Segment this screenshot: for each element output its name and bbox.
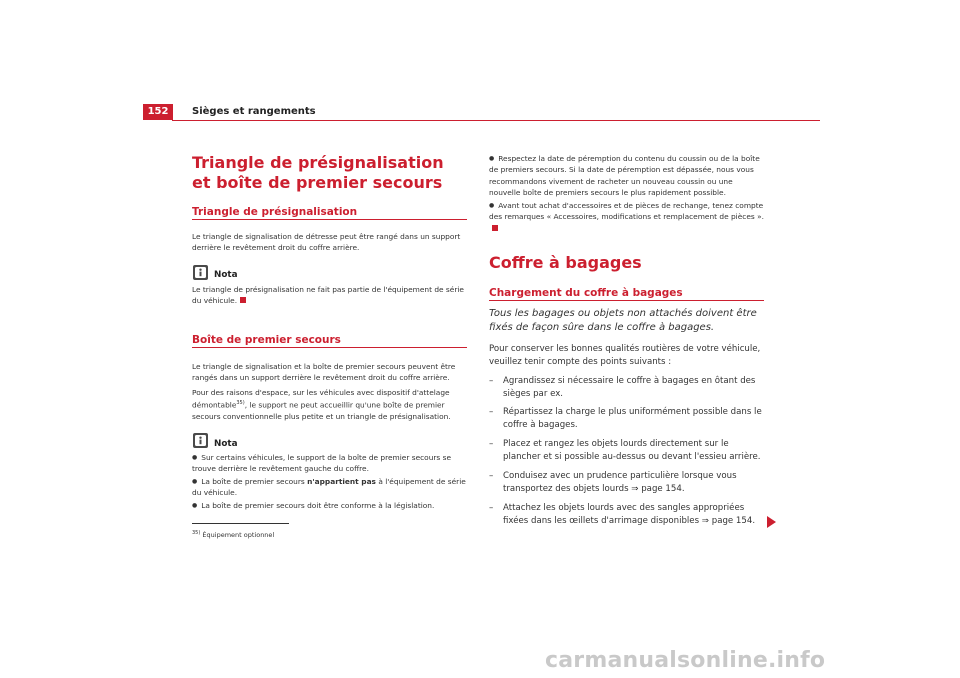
section-title-right: Coffre à bagages (489, 253, 642, 272)
dash-marker: – (489, 471, 494, 481)
list-item-text: Conduisez avec un prudence particulière lorsque vous transportez des objets lourds ⇒ page 154. (503, 471, 737, 494)
text-part: Pour des raisons d'espace, sur les véhicules avec dispositif d'attelage démontable (192, 388, 450, 410)
footnote-text: Équipement optionnel (202, 531, 275, 540)
note-bullet-1: ● Sur certains véhicules, le support de la boîte de premier secours se trouve derrière le revêtement gauche du coffre. (192, 452, 467, 475)
info-icon (193, 265, 208, 280)
list-item (489, 375, 764, 401)
list-item (489, 502, 764, 528)
note-bullet-3: ● La boîte de premier secours doit être conforme à la législation. (192, 500, 467, 511)
section-title-left: Triangle de présignalisation et boîte de premier secours (192, 153, 444, 192)
list-item-text: Placez et rangez les objets lourds directement sur le plancher et si possible au-dessus ou devant l'essieu arrière. (503, 439, 761, 462)
end-mark (492, 225, 498, 231)
note-bullet-2 (192, 476, 467, 499)
dash-marker: – (489, 439, 494, 449)
bullet-accessories (489, 200, 764, 234)
dash-marker: – (489, 376, 494, 386)
paragraph-first-aid-1: Le triangle de signalisation et la boîte de premier secours peuvent être rangés dans un support derrière le revêtement droit du coffre arrière. (192, 362, 456, 383)
running-title: Sièges et rangements (192, 106, 316, 117)
page-number: 152 (143, 104, 173, 120)
heading-rule (192, 219, 467, 220)
lead-paragraph: Pour conserver les bonnes qualités routières de votre véhicule, veuillez tenir compte des points suivants : (489, 344, 761, 367)
list-item (489, 406, 764, 432)
bullet-accessories-text: Avant tout achat d'accessoires et de pièces de rechange, tenez compte des remarques « Accessoires, modifications et remplacement de pièces ». (489, 201, 764, 222)
text-emphasis: n'appartient pas (307, 477, 376, 486)
header-rule (172, 120, 820, 121)
dash-marker: – (489, 503, 494, 513)
text-part: , le support ne peut accueillir qu'une boîte de premier secours conventionnelle plus petite et un triangle de présignalisation. (192, 400, 451, 422)
footnote-rule (192, 523, 289, 524)
note-label: Nota (214, 270, 238, 280)
footnote (192, 530, 274, 539)
heading-rule (192, 347, 467, 348)
heading-triangle: Triangle de présignalisation (192, 206, 358, 218)
text-part: à l'équipement de série du véhicule. (192, 477, 466, 498)
list-item-text: Attachez les objets lourds avec des sangles appropriées fixées dans les œillets d'arrimage disponibles ⇒ page 154. (503, 503, 756, 526)
bullet-expiry: ● Respectez la date de péremption du contenu du coussin ou de la boîte de premiers secours. Si la date de péremption est dépassée, nous vous recommandons vivement de racheter un nouveau coussin ou une nouvelle boîte de premiers secours le plus rapidement possible. (489, 153, 764, 199)
heading-rule (489, 300, 764, 301)
intro-italic: Tous les bagages ou objets non attachés doivent être fixés de façon sûre dans le coffre à bagages. (489, 308, 757, 333)
list-item (489, 438, 764, 464)
next-page-arrow-icon (767, 516, 776, 528)
note-triangle-text: Le triangle de présignalisation ne fait pas partie de l'équipement de série du véhicule. (192, 285, 464, 306)
footnote-mark: 35) (192, 530, 201, 536)
paragraph-first-aid-2 (192, 387, 467, 423)
list-item-text: Répartissez la charge le plus uniformément possible dans le coffre à bagages. (503, 407, 762, 430)
note-label: Nota (214, 439, 238, 449)
list-item-text: Agrandissez si nécessaire le coffre à bagages en ôtant des sièges par ex. (503, 376, 756, 399)
text-part: La boîte de premier secours (201, 477, 308, 486)
footnote-ref: 35) (236, 400, 245, 407)
paragraph-triangle: Le triangle de signalisation de détresse peut être rangé dans un support derrière le revêtement droit du coffre arrière. (192, 232, 461, 253)
note-triangle (192, 284, 467, 307)
dash-marker: – (489, 407, 494, 417)
info-icon (193, 433, 208, 448)
end-mark (240, 297, 246, 303)
heading-first-aid: Boîte de premier secours (192, 334, 341, 346)
heading-loading: Chargement du coffre à bagages (489, 287, 683, 299)
watermark: carmanualsonline.info (545, 648, 826, 673)
list-item (489, 470, 764, 496)
